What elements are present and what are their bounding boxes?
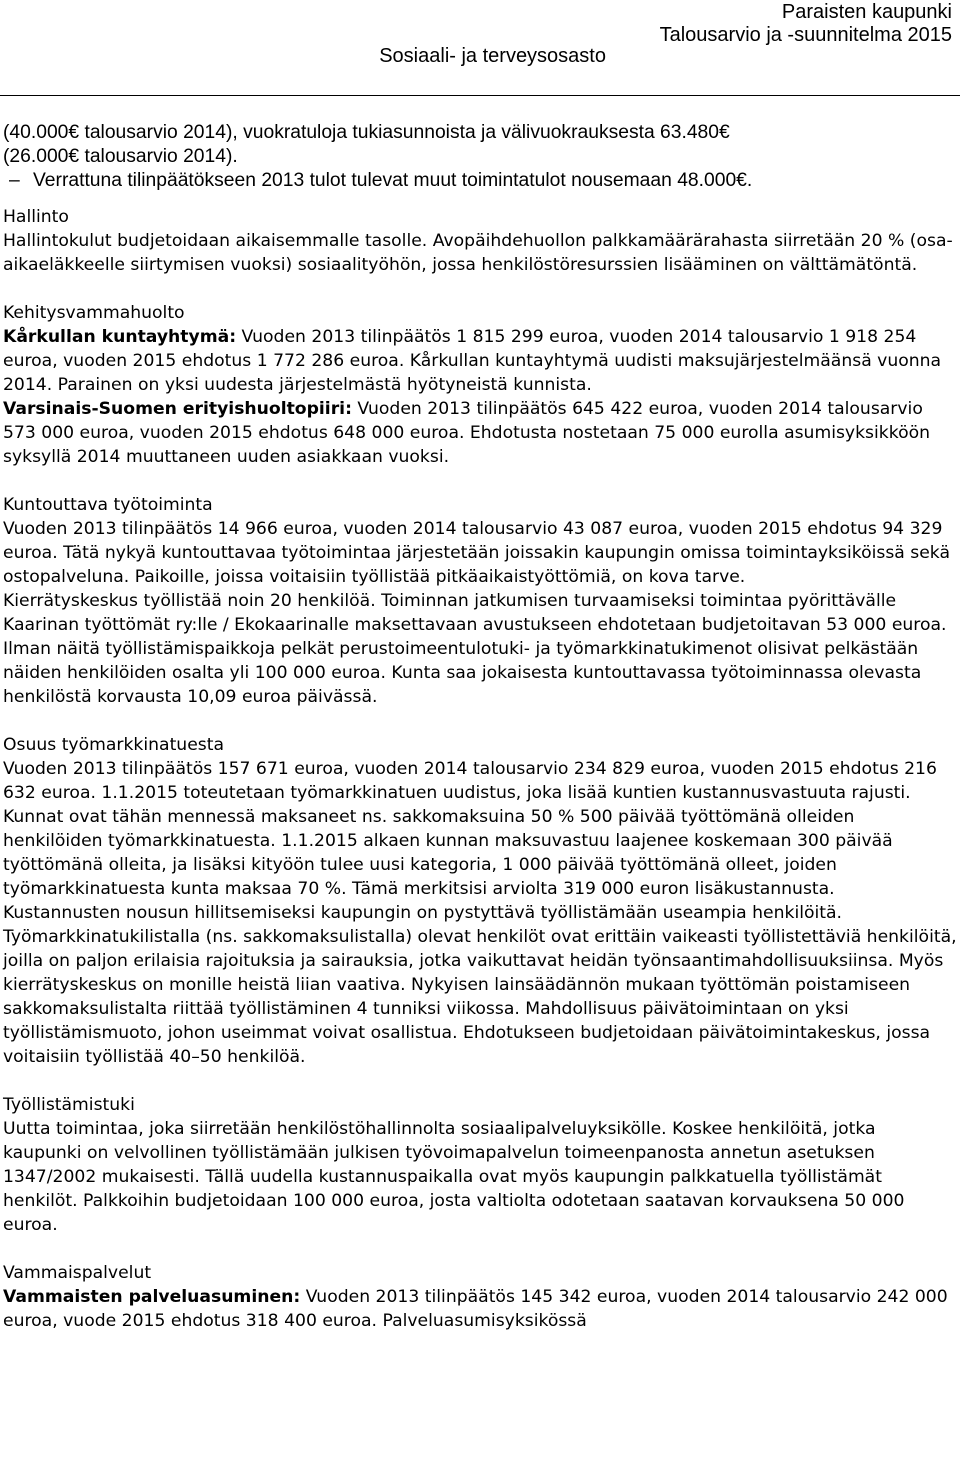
header-department: Sosiaali- ja terveysosasto	[379, 45, 606, 67]
erityishuoltopiiri-text: Vuoden 2013 tilinpäätös 645 422 euroa, vuoden 2014 talousarvio 573 000 euroa, vuoden 2015 ehdotus 648 000 euroa. Ehdotusta nostetaan 75 000 eurolla asumisyksikköön syksyllä 2014 muuttaneen uuden asiakkaan vuoksi.	[3, 399, 930, 467]
kuntouttava-paragraph-1: Vuoden 2013 tilinpäätös 14 966 euroa, vuoden 2014 talousarvio 43 087 euroa, vuoden 2015 ehdotus 94 329 euroa. Tätä nykyä kuntouttavaa työtoimintaa järjestetään joissakin kaupungin omissa toimintayksiköissä sekä ostopalveluna. Paikoille, joissa voitaisiin työllistää pitkäaikaistyöttömiä, on kova tarve.	[3, 519, 950, 587]
palveluasuminen-text: Vuoden 2013 tilinpäätös 145 342 euroa, vuoden 2014 talousarvio 242 000 euroa, vuode 2015 ehdotus 318 400 euroa. Palveluasumisyksikössä	[3, 1287, 948, 1331]
palveluasuminen-label: Vammaisten palveluasuminen:	[3, 1287, 301, 1307]
kehitysvammahuolto-heading: Kehitysvammahuolto	[3, 303, 185, 323]
spacer	[3, 709, 958, 733]
erityishuoltopiiri-label: Varsinais-Suomen erityishuoltopiiri:	[3, 399, 352, 419]
spacer	[3, 469, 958, 493]
intro-line-2: (26.000€ talousarvio 2014).	[3, 146, 238, 167]
vammaispalvelut-paragraph	[3, 1285, 958, 1333]
osuus-paragraph-2: Kustannusten nousun hillitsemiseksi kaupungin on pystyttävä työllistämään useampia henkilöitä. Työmarkkinatukilistalla (ns. sakkomaksulistalla) olevat henkilöt ovat erittäin vaikeasti työllistettäviä henkilöitä, joilla on paljon erilaisia rajoituksia ja sairauksia, jotka vaikuttavat heidän työnsaantimahdollisuuksiinsa. Myös kierrätyskeskus on monille heistä liian vaativa. Nykyisen lainsäädännön mukaan työttömän poistamiseen sakkomaksulistalta riittää työllistäminen 4 tunniksi viikossa. Mahdollisuus päivätoimintaan on yksi työllistämismuoto, johon useimmat voivat osallistua. Ehdotukseen budjetoidaan päivätoimintakeskus, jossa voitaisiin työllistää 40–50 henkilöä.	[3, 903, 957, 1067]
hallinto-text: Hallintokulut budjetoidaan aikaisemmalle tasolle. Avopäihdehuollon palkkamäärärahasta siirretään 20 % (osa-aikaeläkkeelle siirtymisen vuoksi) sosiaalityöhön, jossa henkilöstöresurssien lisääminen on välttämätöntä.	[3, 231, 953, 275]
header-rule	[0, 95, 960, 96]
document-header	[660, 1, 952, 46]
karkulla-label: Kårkullan kuntayhtymä:	[3, 327, 237, 347]
header-budget-title: Talousarvio ja -suunnitelma 2015	[659, 23, 952, 46]
tyollistamistuki-heading: Työllistämistuki	[3, 1095, 135, 1115]
osuus-heading: Osuus työmarkkinatuesta	[3, 735, 224, 755]
spacer	[3, 1237, 958, 1261]
tyollistamistuki-paragraph: Uutta toimintaa, joka siirretään henkilöstöhallinnolta sosiaalipalveluyksikölle. Koskee henkilöitä, jotka kaupunki on velvollinen työllistämään julkisen työvoimapalvelun toimeenpanosta annetun asetuksen 1347/2002 mukaisesti. Tällä uudella kustannuspaikalla ovat myös kaupungin palkkatuella työllistämät henkilöt. Palkkoihin budjetoidaan 100 000 euroa, josta valtiolta odotetaan saatavan korvauksena 50 000 euroa.	[3, 1119, 905, 1235]
intro-line-1: (40.000€ talousarvio 2014), vuokratuloja tukiasunnoista ja välivuokrauksesta 63.480€	[3, 122, 730, 143]
header-city: Paraisten kaupunki	[781, 1, 952, 23]
karkulla-text: Vuoden 2013 tilinpäätös 1 815 299 euroa, vuoden 2014 talousarvio 1 918 254 euroa, vuoden 2015 ehdotus 1 772 286 euroa. Kårkullan kuntayhtymä uudisti maksujärjestelmäänsä vuonna 2014. Parainen on yksi uudesta järjestelmästä hyötyneistä kunnista.	[3, 327, 942, 395]
kuntouttava-heading: Kuntouttava työtoiminta	[3, 495, 213, 515]
intro-bullet	[3, 169, 958, 193]
karkulla-paragraph	[3, 325, 958, 397]
intro-bullet-text: Verrattuna tilinpäätökseen 2013 tulot tulevat muut toimintatulot nousemaan 48.000€.	[33, 170, 753, 191]
vammaispalvelut-heading: Vammaispalvelut	[3, 1263, 152, 1283]
kuntouttava-paragraph-2: Kierrätyskeskus työllistää noin 20 henkilöä. Toiminnan jatkumisen turvaamiseksi toimintaa pyörittävälle Kaarinan työttömät ry:lle / Ekokaarinalle maksettavaan avustukseen ehdotetaan budjetoitavan 53 000 euroa. Ilman näitä työllistämispaikkoja pelkät perustoimeentulotuki- ja työmarkkinatukimenot olisivat pelkästään näiden henkilöiden osalta yli 100 000 euroa. Kunta saa jokaisesta kuntouttavassa työtoiminnassa olevasta henkilöstä korvausta 10,09 euroa päivässä.	[3, 591, 947, 707]
erityishuoltopiiri-paragraph	[3, 397, 958, 469]
dash-bullet: –	[9, 170, 20, 191]
osuus-paragraph-1: Vuoden 2013 tilinpäätös 157 671 euroa, vuoden 2014 talousarvio 234 829 euroa, vuoden 2015 ehdotus 216 632 euroa. 1.1.2015 toteutetaan työmarkkinatuen uudistus, joka lisää kuntien kustannusvastuuta rajusti. Kunnat ovat tähän mennessä maksaneet ns. sakkomaksuina 50 % 500 päivää työttömänä olleiden henkilöiden työmarkkinatuesta. 1.1.2015 alkaen kunnan maksuvastuu laajenee koskemaan 300 päivää työttömänä olleita, ja lisäksi kityöön tulee uusi kategoria, 1 000 päivää työttömänä olleet, joiden työmarkkinatuesta kunta maksaa 70 %. Tämä merkitsisi arviolta 319 000 euron lisäkustannusta.	[3, 759, 937, 899]
spacer	[3, 277, 958, 301]
spacer	[3, 1069, 958, 1093]
document-body	[3, 121, 958, 1333]
hallinto-heading: Hallinto	[3, 207, 69, 227]
